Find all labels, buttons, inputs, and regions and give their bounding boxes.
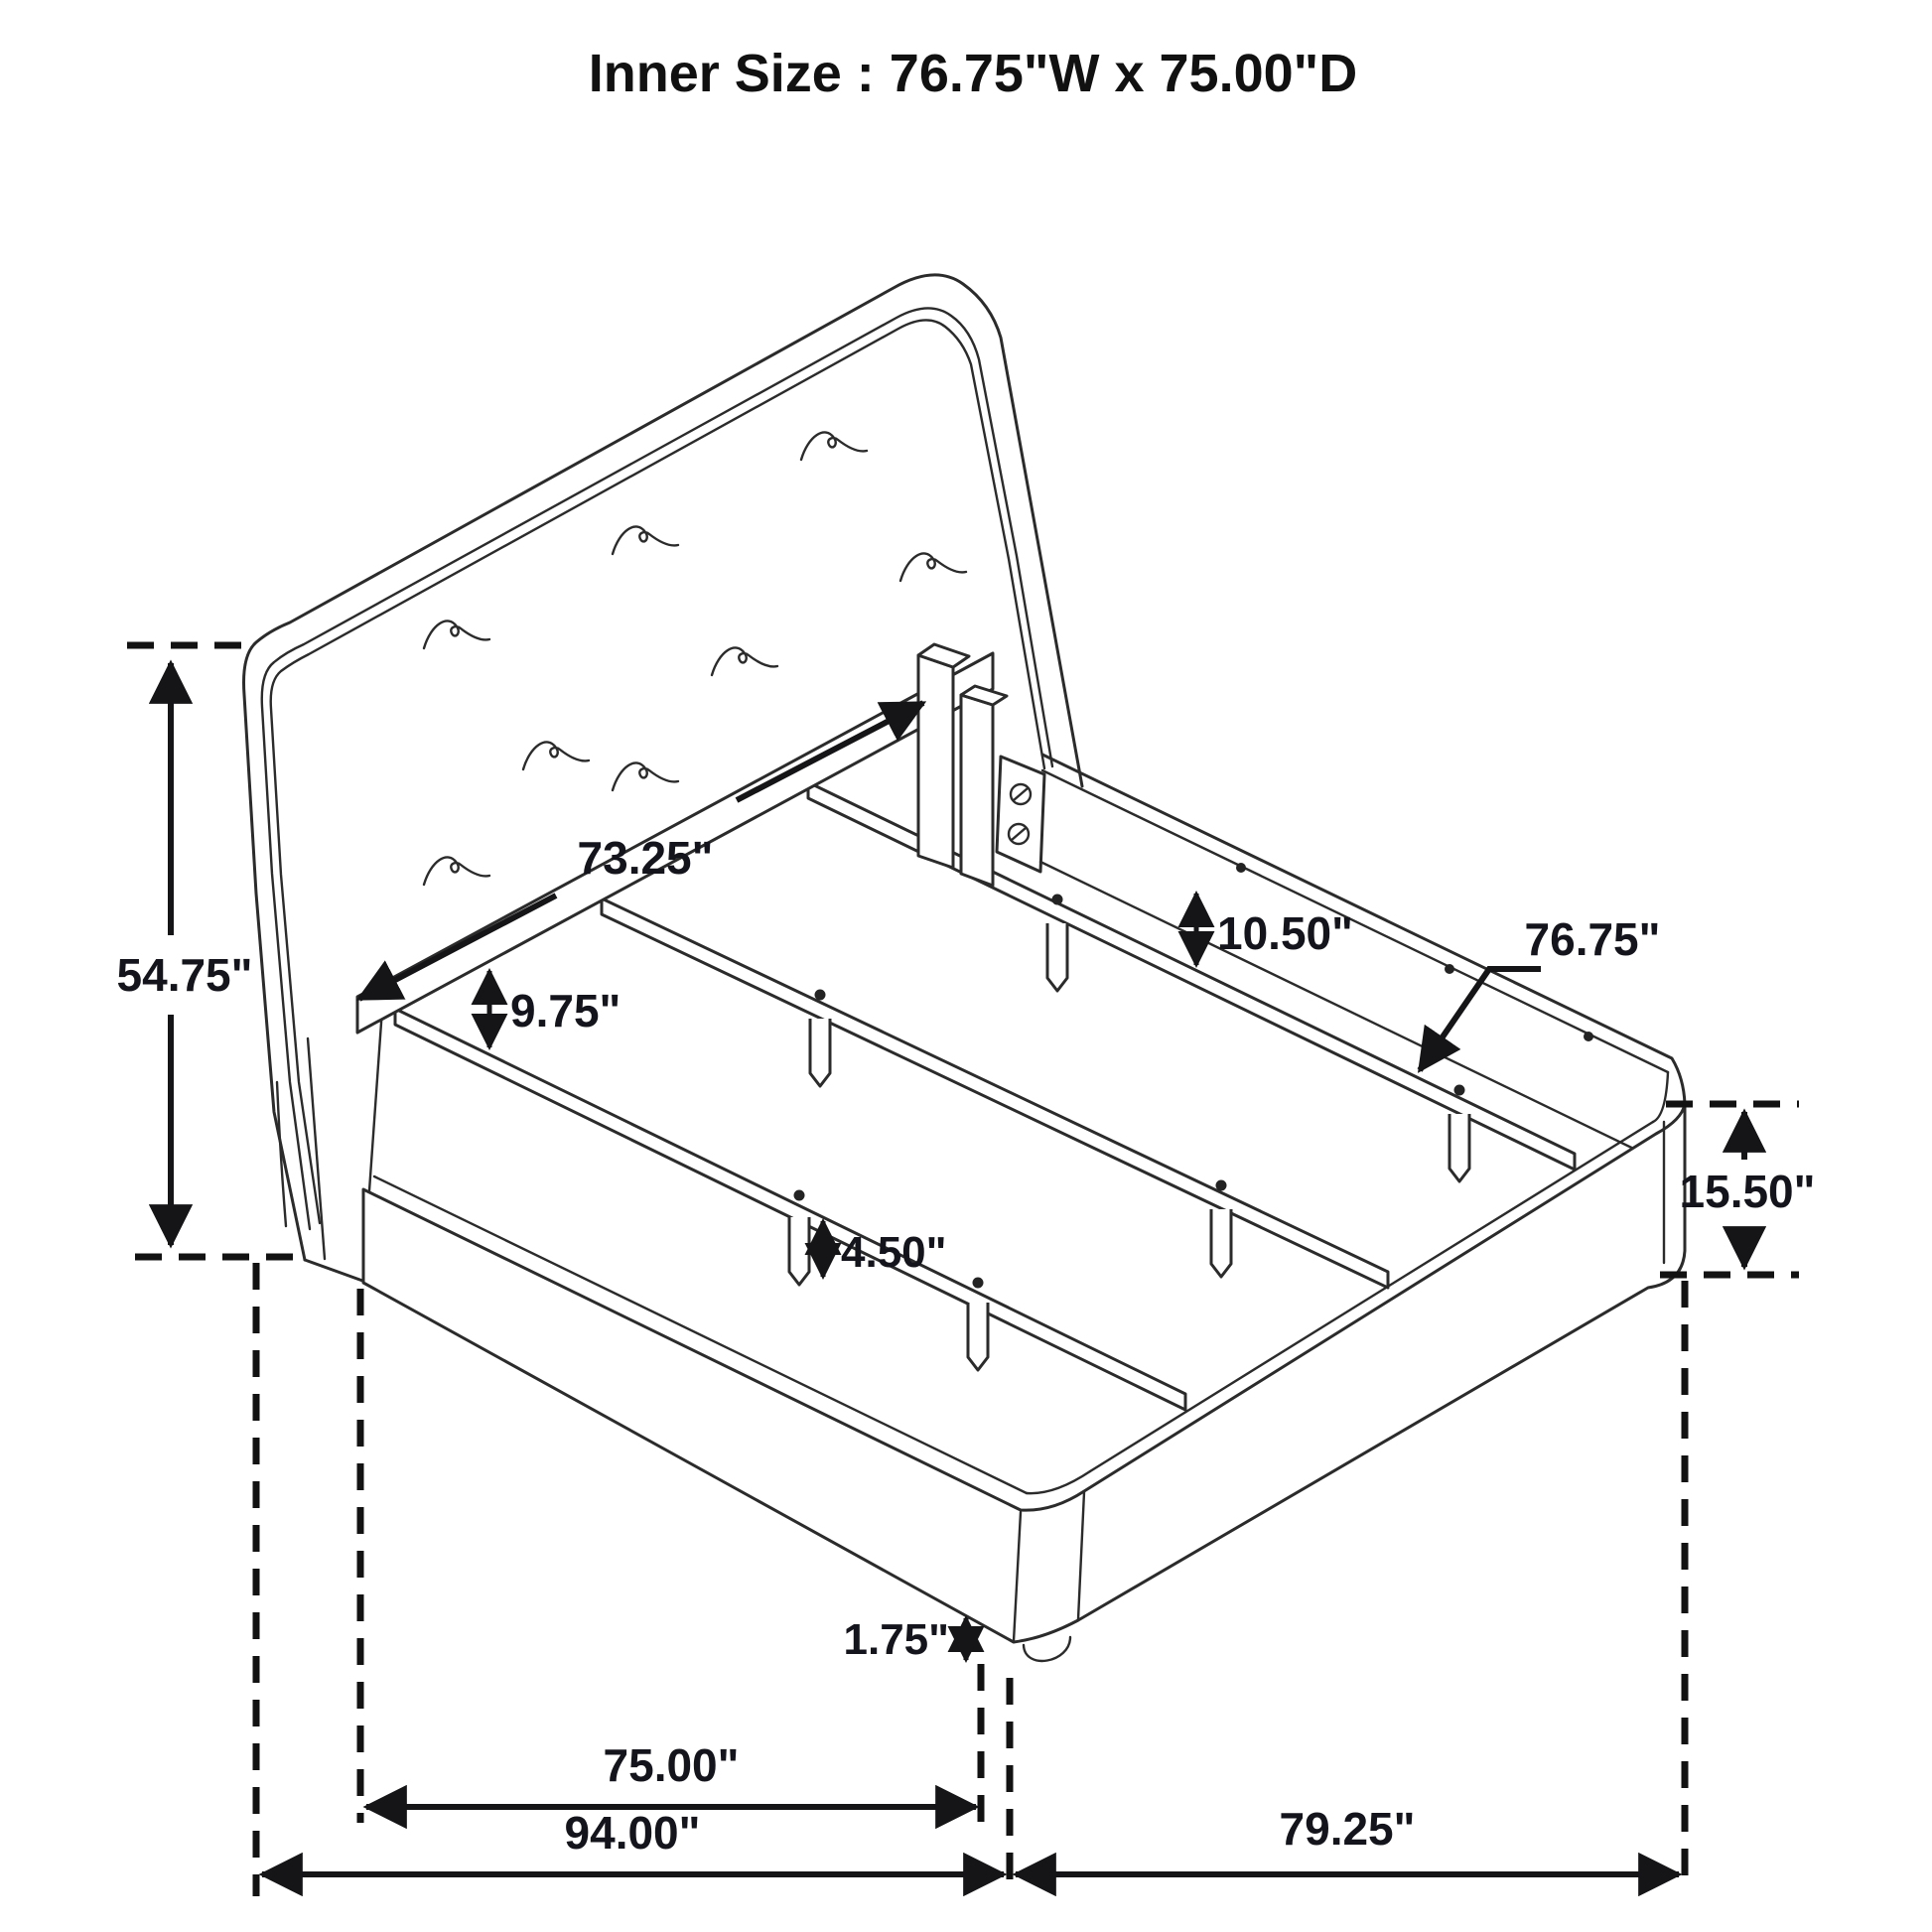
- dim-slat-leg-height: 4.50": [841, 1228, 947, 1277]
- dim-inner-depth: 75.00": [603, 1739, 740, 1791]
- dim-foot-clearance: 1.75": [843, 1615, 949, 1664]
- dim-side-rail-height: 10.50": [1217, 907, 1353, 959]
- base-body: [363, 1104, 1685, 1642]
- slat-leg: [1211, 1209, 1231, 1277]
- slat-leg: [810, 1019, 830, 1086]
- dim-overall-width: 79.25": [1279, 1803, 1416, 1855]
- slat-leg: [1047, 923, 1067, 991]
- dim-base-height: 15.50": [1679, 1166, 1816, 1217]
- dim-headboard-height: 54.75": [116, 949, 253, 1001]
- title-inner-size: Inner Size : 76.75"W x 75.00"D: [588, 44, 1358, 103]
- base-rail-inner-corner: [1027, 1471, 1090, 1493]
- mounting-bracket: [997, 757, 1044, 872]
- rear-post: [961, 695, 993, 886]
- headboard: [244, 275, 1083, 1282]
- headboard-leg-bottom: [305, 1260, 365, 1282]
- dim-support-rail-length: 73.25": [577, 832, 714, 884]
- dim-overall-depth: 94.00": [564, 1807, 701, 1859]
- slat-leg: [1449, 1114, 1469, 1181]
- front-post: [918, 655, 953, 868]
- slat-leg: [789, 1217, 809, 1285]
- slat-leg: [968, 1303, 988, 1370]
- side-rail-bottom-edge: [1040, 862, 1648, 1156]
- front-foot-pad: [1024, 1637, 1070, 1661]
- base-rail-inner-right: [1653, 1072, 1668, 1122]
- dim-center-rail-length: 76.75": [1524, 913, 1661, 965]
- dim-rail-to-slat-gap: 9.75": [510, 985, 621, 1036]
